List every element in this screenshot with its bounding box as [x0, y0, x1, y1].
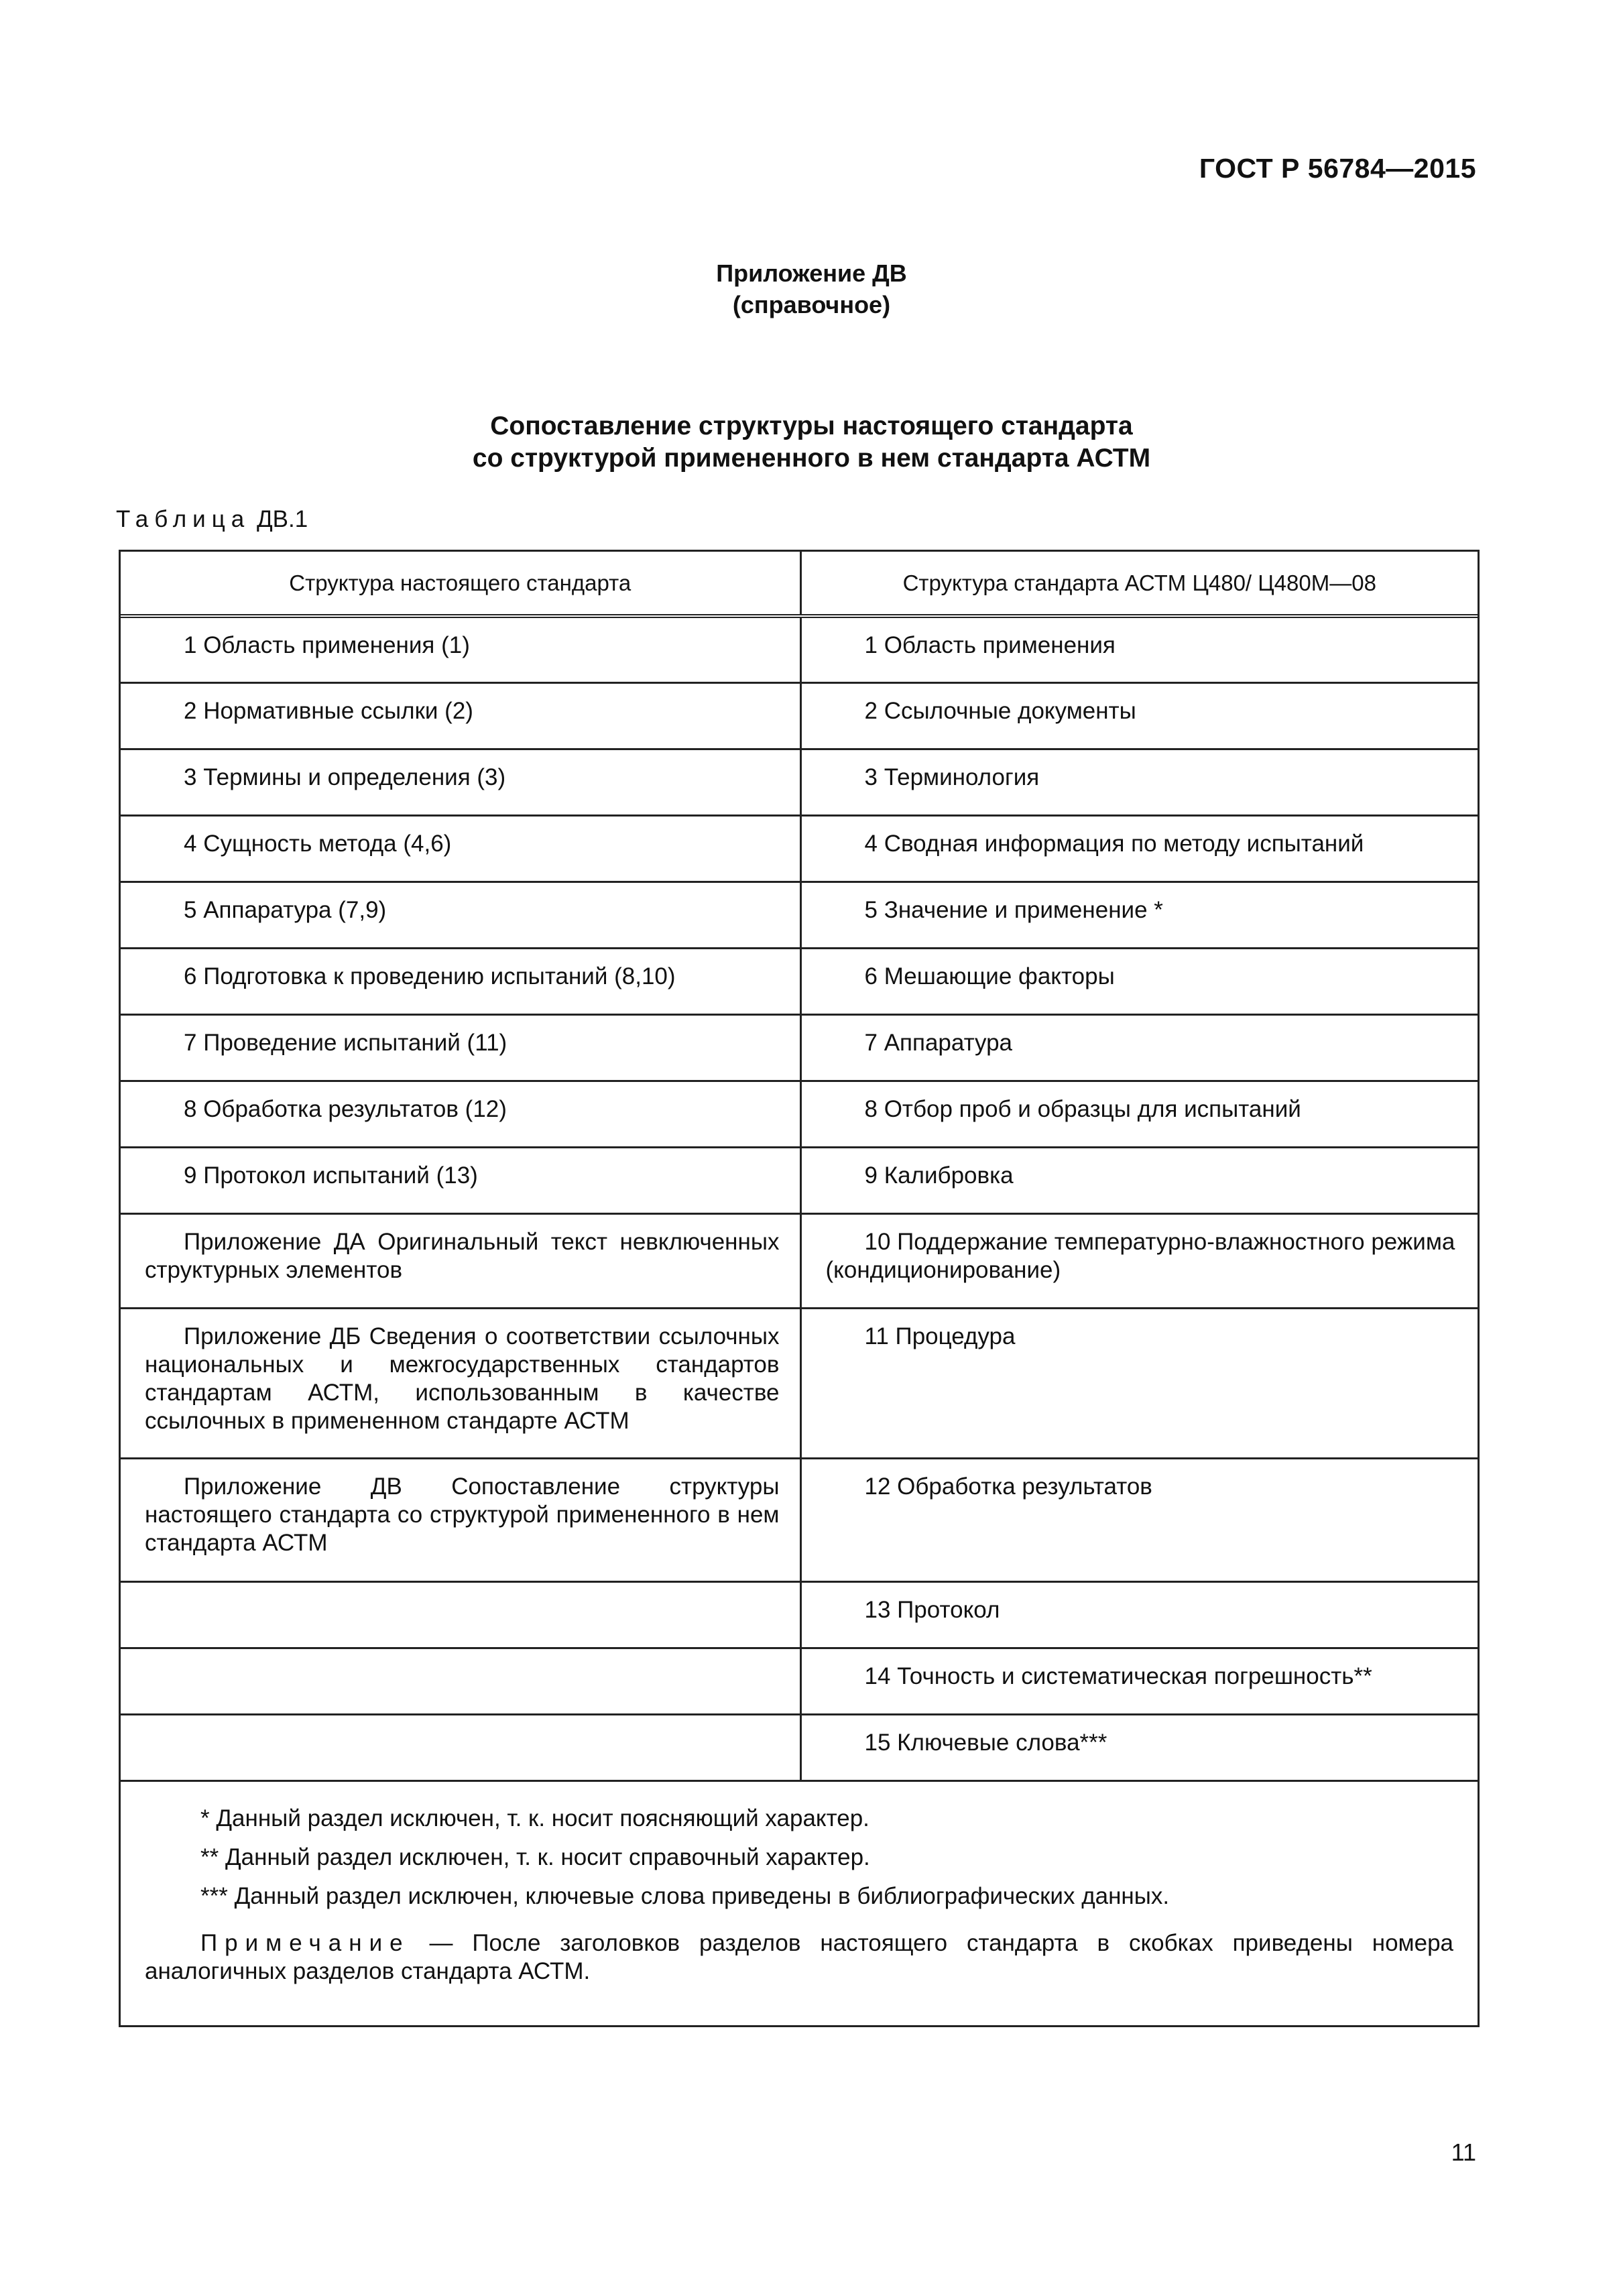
gost-cell: 5 Аппаратура (7,9): [121, 882, 800, 948]
table-row: [121, 815, 1478, 882]
table-row: [121, 682, 1478, 749]
gost-cell: [121, 1714, 800, 1780]
table-caption: [116, 506, 308, 533]
astm-cell: 3 Терминология: [800, 749, 1478, 815]
table-caption-id: ДВ.1: [256, 506, 308, 532]
gost-cell: 3 Термины и определения (3): [121, 749, 800, 815]
gost-cell: Приложение ДА Оригинальный текст невключенных структурных элементов: [121, 1213, 800, 1308]
header-astm-structure: Структура стандарта АСТМ Ц480/ Ц480М—08: [800, 552, 1478, 616]
document-code: ГОСТ Р 56784—2015: [1199, 153, 1476, 184]
table-row: [121, 882, 1478, 948]
table-row: [121, 749, 1478, 815]
table-row: [121, 1213, 1478, 1308]
footnote: ** Данный раздел исключен, т. к. носит справочный характер.: [200, 1844, 870, 1870]
table-footnotes: [121, 1780, 1478, 2025]
astm-cell: 6 Мешающие факторы: [800, 948, 1478, 1014]
astm-cell: 9 Калибровка: [800, 1147, 1478, 1213]
gost-cell: 7 Проведение испытаний (11): [121, 1014, 800, 1081]
footnote: *** Данный раздел исключен, ключевые слова приведены в библиографических данных.: [200, 1883, 1170, 1909]
table-header-row: [121, 552, 1478, 616]
structure-table-frame: [119, 550, 1480, 2027]
gost-cell: Приложение ДБ Сведения о соответствии ссылочных национальных и межгосударственных стандартов стандартам АСТМ, использованным в качестве ссылочных в примененном стандарте АСТМ: [121, 1308, 800, 1458]
table-row: [121, 1308, 1478, 1458]
astm-cell: 4 Сводная информация по методу испытаний: [800, 815, 1478, 882]
astm-cell: 14 Точность и систематическая погрешность**: [800, 1648, 1478, 1714]
gost-cell: [121, 1648, 800, 1714]
table-row: [121, 948, 1478, 1014]
astm-cell: 15 Ключевые слова***: [800, 1714, 1478, 1780]
footnote: * Данный раздел исключен, т. к. носит поясняющий характер.: [200, 1805, 869, 1831]
astm-cell: 13 Протокол: [800, 1581, 1478, 1648]
note-text: — После заголовков разделов настоящего стандарта в скобках приведены номера аналогичных разделов стандарта АСТМ.: [145, 1930, 1453, 1984]
structure-table: [121, 552, 1478, 1782]
gost-cell: 4 Сущность метода (4,6): [121, 815, 800, 882]
table-row: [121, 1581, 1478, 1648]
appendix-heading: [0, 257, 1623, 320]
table-row: [121, 1714, 1478, 1780]
table-row: [121, 616, 1478, 682]
astm-cell: 7 Аппаратура: [800, 1014, 1478, 1081]
astm-cell: 12 Обработка результатов: [800, 1458, 1478, 1581]
gost-cell: 8 Обработка результатов (12): [121, 1081, 800, 1147]
section-title-line-2: со структурой примененного в нем стандарта АСТМ: [472, 444, 1151, 473]
table-row: [121, 1648, 1478, 1714]
astm-cell: 5 Значение и применение *: [800, 882, 1478, 948]
gost-cell: 6 Подготовка к проведению испытаний (8,10): [121, 948, 800, 1014]
note-label: Примечание: [200, 1930, 410, 1956]
table-row: [121, 1014, 1478, 1081]
gost-cell: 1 Область применения (1): [121, 616, 800, 682]
header-gost-structure: Структура настоящего стандарта: [121, 552, 800, 616]
section-title-line-1: Сопоставление структуры настоящего стандарта: [490, 412, 1133, 440]
astm-cell: 2 Ссылочные документы: [800, 682, 1478, 749]
astm-cell: 1 Область применения: [800, 616, 1478, 682]
table-caption-label: Таблица: [116, 506, 251, 532]
astm-cell: 10 Поддержание температурно-влажностного режима (кондиционирование): [800, 1213, 1478, 1308]
table-row: [121, 1458, 1478, 1581]
table-row: [121, 1081, 1478, 1147]
page-number: 11: [1451, 2138, 1476, 2166]
astm-cell: 11 Процедура: [800, 1308, 1478, 1458]
section-title: [0, 410, 1623, 475]
gost-cell: 2 Нормативные ссылки (2): [121, 682, 800, 749]
astm-cell: 8 Отбор проб и образцы для испытаний: [800, 1081, 1478, 1147]
gost-cell: Приложение ДВ Сопоставление структуры настоящего стандарта со структурой примененного в нем стандарта АСТМ: [121, 1458, 800, 1581]
appendix-title: Приложение ДВ: [716, 259, 907, 287]
table-row: [121, 1147, 1478, 1213]
gost-cell: 9 Протокол испытаний (13): [121, 1147, 800, 1213]
table-note: [145, 1929, 1453, 1986]
gost-cell: [121, 1581, 800, 1648]
appendix-subtitle: (справочное): [732, 291, 891, 318]
